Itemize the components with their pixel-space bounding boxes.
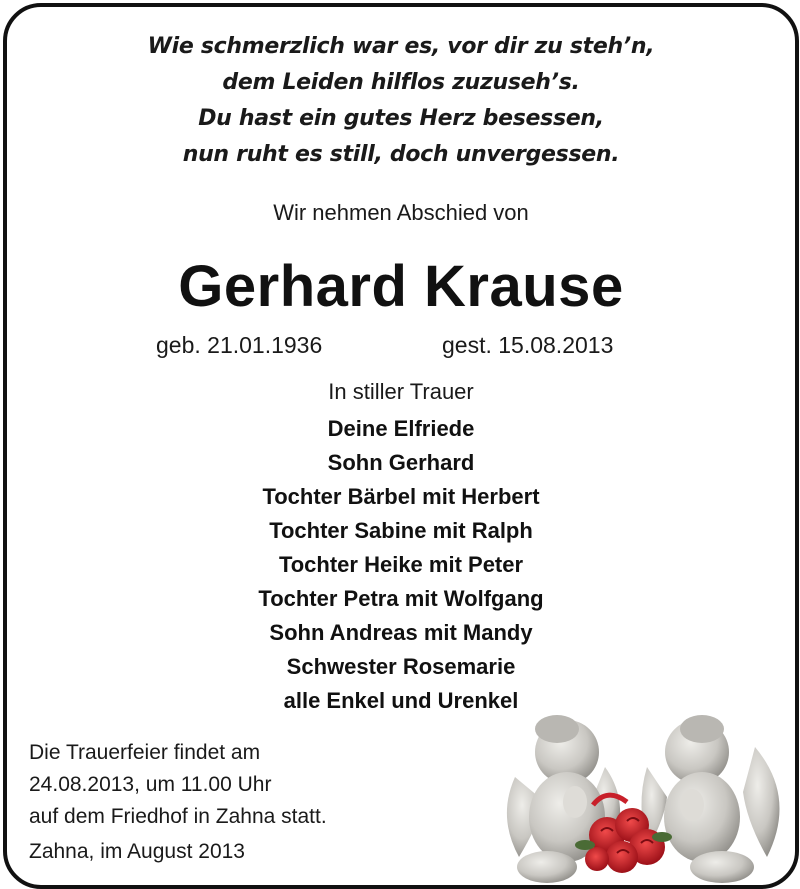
- mourner: Tochter Bärbel mit Herbert: [262, 484, 540, 509]
- birth-date: geb. 21.01.1936: [156, 332, 323, 358]
- verse-line: nun ruht es still, doch unvergessen.: [182, 142, 620, 167]
- mourner: Tochter Heike mit Peter: [278, 552, 524, 577]
- mourner: Tochter Sabine mit Ralph: [269, 518, 533, 543]
- funeral-info-line: Die Trauerfeier findet am: [29, 741, 261, 764]
- deceased-name: Gerhard Krause: [178, 254, 624, 319]
- funeral-info-line: auf dem Friedhof in Zahna statt.: [29, 805, 327, 828]
- farewell-intro: Wir nehmen Abschied von: [273, 200, 529, 225]
- place-date: Zahna, im August 2013: [29, 840, 245, 863]
- verse-line: Wie schmerzlich war es, vor dir zu steh’n,: [147, 34, 655, 59]
- verse-line: Du hast ein gutes Herz besessen,: [198, 106, 604, 131]
- funeral-info-line: 24.08.2013, um 11.00 Uhr: [29, 773, 272, 796]
- mourning-intro: In stiller Trauer: [328, 379, 474, 404]
- mourner: Schwester Rosemarie: [286, 654, 516, 679]
- mourner: Sohn Gerhard: [327, 450, 475, 475]
- verse: [7, 29, 795, 173]
- mourner: Tochter Petra mit Wolfgang: [258, 586, 544, 611]
- death-date: gest. 15.08.2013: [442, 332, 614, 358]
- angel-statues-image: [497, 707, 795, 885]
- mourner: Deine Elfriede: [327, 416, 475, 441]
- obituary-card: [3, 3, 799, 889]
- right-angel-figure: [641, 715, 779, 883]
- mourner: Sohn Andreas mit Mandy: [269, 620, 533, 645]
- mourners-list: [7, 412, 795, 718]
- funeral-info: [29, 737, 327, 833]
- mourner: alle Enkel und Urenkel: [283, 688, 519, 713]
- verse-line: dem Leiden hilflos zuzuseh’s.: [222, 70, 580, 95]
